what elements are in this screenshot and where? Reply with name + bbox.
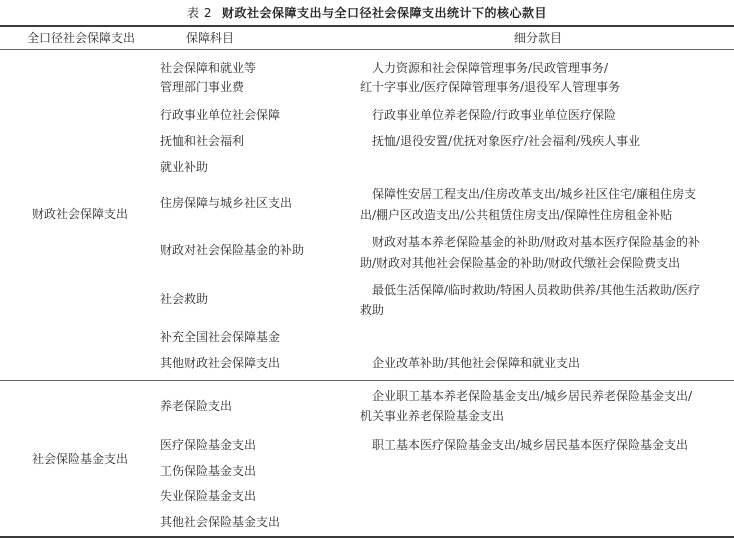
- subject-cell: 其他社会保险基金支出: [160, 515, 281, 529]
- subject-cell: 就业补助: [160, 160, 209, 174]
- subject-cell: 行政事业单位社会保障: [160, 108, 281, 122]
- header-total-scope: 全口径社会保障支出: [27, 31, 136, 45]
- subject-cell: 养老保险支出: [160, 399, 233, 413]
- detail-cell: 助/财政对其他社会保险基金的补助/财政代缴社会保险费支出: [360, 256, 681, 270]
- header-subject: 保障科目: [186, 31, 235, 45]
- detail-cell: 职工基本医疗保险基金支出/城乡居民基本医疗保险基金支出: [372, 438, 689, 452]
- group-divider: [0, 380, 734, 381]
- group-label-fiscal: 财政社会保障支出: [32, 207, 129, 221]
- subject-cell: 住房保障与城乡社区支出: [160, 196, 293, 210]
- bottom-rule: [0, 536, 734, 538]
- detail-cell: 抚恤/退役安置/优抚对象医疗/社会福利/残疾人事业: [372, 134, 641, 148]
- detail-cell: 企业职工基本养老保险基金支出/城乡居民养老保险基金支出/: [372, 389, 693, 403]
- header-rule: [0, 49, 734, 50]
- subject-cell: 工伤保险基金支出: [160, 464, 257, 478]
- top-rule: [0, 25, 734, 27]
- subject-cell: 财政对社会保险基金的补助: [160, 243, 305, 257]
- subject-cell: 医疗保险基金支出: [160, 438, 257, 452]
- detail-cell: 最低生活保障/临时救助/特困人员救助供养/其他生活救助/医疗: [372, 283, 701, 297]
- detail-cell: 财政对基本养老保险基金的补助/财政对基本医疗保险基金的补: [372, 235, 701, 249]
- group-label-insurance: 社会保险基金支出: [32, 452, 129, 466]
- subject-cell: 管理部门事业费: [160, 80, 245, 94]
- subject-cell: 抚恤和社会福利: [160, 134, 245, 148]
- subject-cell: 失业保险基金支出: [160, 489, 257, 503]
- subject-cell: 其他财政社会保障支出: [160, 356, 281, 370]
- detail-cell: 出/棚户区改造支出/公共租赁住房支出/保障性住房租金补贴: [360, 208, 673, 222]
- detail-cell: 救助: [360, 303, 385, 317]
- subject-cell: 社会救助: [160, 292, 209, 306]
- subject-cell: 补充全国社会保障基金: [160, 330, 281, 344]
- detail-cell: 保障性安居工程支出/住房改革支出/城乡社区住宅/廉租住房支: [372, 187, 697, 201]
- detail-cell: 人力资源和社会保障管理事务/民政管理事务/: [372, 61, 609, 75]
- table-number: 表 2: [187, 6, 212, 20]
- subject-cell: 社会保障和就业等: [160, 61, 257, 75]
- detail-cell: 企业改革补助/其他社会保障和就业支出: [372, 356, 581, 370]
- detail-cell: 红十字事业/医疗保障管理事务/退役军人管理事务: [360, 80, 621, 94]
- detail-cell: 机关事业养老保险基金支出: [360, 409, 505, 423]
- table-title: 财政社会保障支出与全口径社会保障支出统计下的核心款目: [221, 6, 547, 20]
- table-caption: [0, 4, 734, 21]
- header-details: 细分款目: [514, 31, 563, 45]
- detail-cell: 行政事业单位养老保险/行政事业单位医疗保险: [372, 108, 617, 122]
